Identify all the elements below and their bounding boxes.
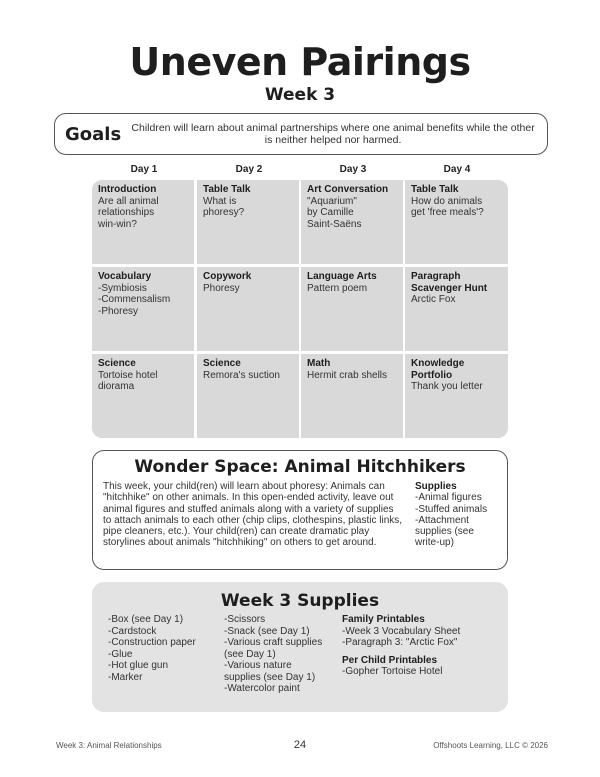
wonder-space-title: Wonder Space: Animal Hitchhikers: [134, 457, 466, 477]
grid-cell: [405, 267, 508, 351]
wonder-supplies-title: Supplies: [415, 481, 457, 492]
day-header-2: Day 2: [235, 164, 263, 175]
cell-detail: Are all animal relationships win-win?: [98, 195, 159, 230]
cell-detail: Arctic Fox: [411, 294, 456, 305]
page-number: 24: [293, 739, 307, 751]
grid-cell: [405, 354, 508, 438]
child-printables-title: Per Child Printables: [342, 654, 438, 666]
list-item: -Cardstock: [108, 625, 157, 637]
grid-cell: [405, 180, 508, 264]
footer-left: Week 3: Animal Relationships: [56, 741, 162, 750]
cell-detail: Remora's suction: [203, 369, 280, 381]
list-item: -Attachment supplies (see write-up): [415, 514, 474, 549]
cell-detail: Phoresy: [203, 282, 240, 294]
grid-cell: [92, 267, 194, 351]
cell-title: Science: [203, 358, 241, 369]
list-item: -Various nature supplies (see Day 1): [224, 660, 316, 683]
wonder-space-description: This week, your child(ren) will learn about phoresy: Animals can "hitchhike" on other animals. In this open-ended activity, leave out animal figures and stuffed animals along with a variety of supplies to attach animals to each other (chip clips, clothespins, plastic links, pipe cleaners, etc.). Your child(ren) can create dramatic play storylines about animals "hitchhiking" on others to get around.: [103, 481, 403, 549]
cell-detail: How do animals get 'free meals'?: [411, 195, 484, 218]
cell-title: Math: [307, 358, 331, 369]
day-header-1: Day 1: [130, 164, 158, 175]
list-item: -Scissors: [224, 614, 266, 625]
cell-detail: "Aquarium" by Camille Saint-Saëns: [307, 195, 362, 230]
goals-text: Children will learn about animal partnerships where one animal benefits while the other is neither helped nor harmed.: [131, 121, 535, 146]
cell-title: Paragraph Scavenger Hunt: [411, 271, 488, 294]
cell-detail: Thank you letter: [411, 381, 483, 392]
list-item: -Stuffed animals: [415, 503, 488, 515]
list-item: -Week 3 Vocabulary Sheet: [342, 625, 461, 637]
cell-title: Table Talk: [411, 184, 459, 195]
cell-title: Language Arts: [307, 271, 377, 282]
list-item: -Watercolor paint: [224, 683, 300, 694]
supplies-column-3: [342, 614, 460, 678]
wonder-supplies-list: [415, 481, 505, 549]
cell-title: Table Talk: [203, 184, 251, 195]
wonder-space-box: [92, 450, 508, 570]
cell-detail: Tortoise hotel diorama: [98, 369, 158, 392]
grid-cell: [301, 180, 403, 264]
list-item: -Construction paper: [108, 637, 196, 648]
grid-cell: [197, 354, 299, 438]
week-supplies-box: [92, 582, 508, 712]
list-item: -Various craft supplies (see Day 1): [224, 637, 323, 660]
cell-detail: Pattern poem: [307, 282, 368, 294]
cell-title: Introduction: [98, 184, 157, 195]
list-item: -Gopher Tortoise Hotel: [342, 666, 443, 677]
day-header-4: Day 4: [443, 164, 471, 175]
list-item: -Box (see Day 1): [108, 614, 184, 625]
cell-detail: -Symbiosis -Commensalism -Phoresy: [98, 282, 171, 317]
family-printables-title: Family Printables: [342, 614, 425, 625]
list-item: -Hot glue gun: [108, 660, 169, 671]
goals-box: [54, 113, 548, 155]
grid-cell: [92, 180, 194, 264]
list-item: -Animal figures: [415, 492, 482, 504]
list-item: -Paragraph 3: "Arctic Fox": [342, 637, 458, 648]
cell-detail: What is phoresy?: [203, 195, 245, 218]
grid-cell: [197, 180, 299, 264]
cell-title: Art Conversation: [307, 184, 389, 195]
cell-title: Vocabulary: [98, 271, 152, 282]
cell-title: Copywork: [203, 271, 252, 282]
grid-cell: [197, 267, 299, 351]
page-title: Uneven Pairings: [129, 40, 471, 84]
goals-label: Goals: [65, 123, 122, 145]
schedule-grid: [92, 180, 508, 438]
supplies-column-1: [108, 614, 196, 683]
grid-cell: [92, 354, 194, 438]
page-subtitle: Week 3: [264, 85, 336, 105]
grid-cell: [301, 267, 403, 351]
cell-title: Science: [98, 358, 136, 369]
day-header-3: Day 3: [339, 164, 367, 175]
footer-right: Offshoots Learning, LLC © 2026: [433, 741, 548, 750]
week-supplies-title: Week 3 Supplies: [220, 591, 380, 611]
grid-cell: [301, 354, 403, 438]
list-item: -Marker: [108, 671, 143, 683]
list-item: -Snack (see Day 1): [224, 625, 310, 637]
list-item: -Glue: [108, 648, 133, 660]
cell-title: Knowledge Portfolio: [411, 358, 465, 381]
supplies-column-2: [224, 614, 322, 695]
cell-detail: Hermit crab shells: [307, 369, 388, 381]
